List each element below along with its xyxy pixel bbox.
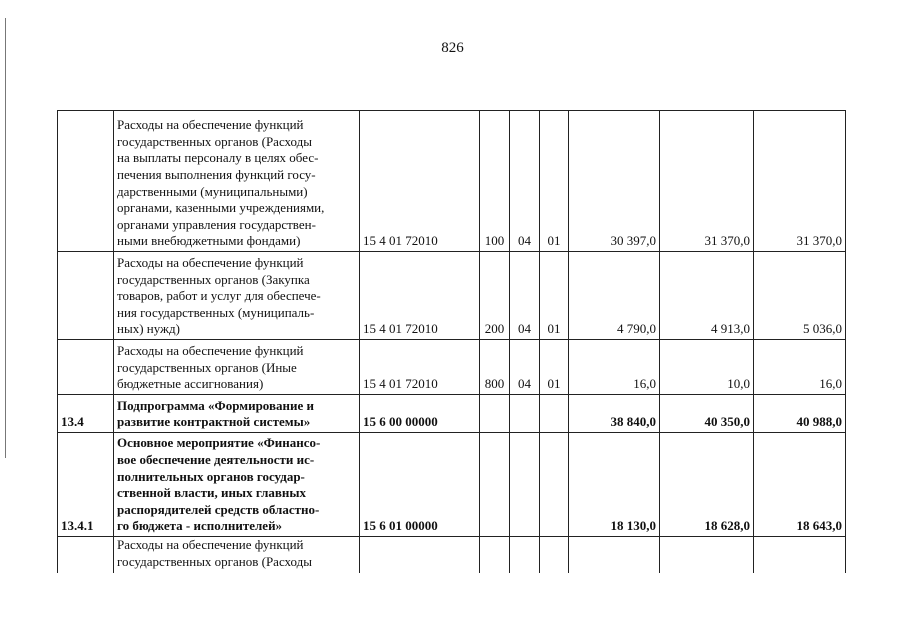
target-article-code: 15 6 01 00000 [360,433,480,537]
amount-year-1: 38 840,0 [569,395,660,433]
target-article-code [360,537,480,573]
expense-type-code: 200 [480,252,510,340]
amount-year-1 [569,537,660,573]
table-row [58,252,846,340]
section-code [510,395,540,433]
table-row-subprogram [58,395,846,433]
amount-year-3 [754,537,846,573]
section-code: 04 [510,252,540,340]
table-row [58,340,846,395]
row-number [58,537,114,573]
amount-year-2: 4 913,0 [660,252,754,340]
row-number [58,252,114,340]
row-number [58,111,114,252]
amount-year-2: 18 628,0 [660,433,754,537]
row-name: Подпрограмма «Формирование и развитие контрактной системы» [114,395,360,433]
row-name: Основное мероприятие «Финансо- вое обеспечение деятельности ис- полнительных органов государ- ственной власти, иных главных распорядителей средств областно- го бюджета - исполнителей» [114,433,360,537]
row-number: 13.4.1 [58,433,114,537]
expense-type-code [480,395,510,433]
expense-type-code [480,537,510,573]
subsection-code [540,537,569,573]
target-article-code: 15 6 00 00000 [360,395,480,433]
amount-year-1: 18 130,0 [569,433,660,537]
subsection-code: 01 [540,111,569,252]
amount-year-3: 40 988,0 [754,395,846,433]
subsection-code: 01 [540,252,569,340]
table-row-main-activity [58,433,846,537]
expense-type-code: 800 [480,340,510,395]
subsection-code: 01 [540,340,569,395]
amount-year-3: 18 643,0 [754,433,846,537]
section-code: 04 [510,111,540,252]
row-name: Расходы на обеспечение функций государственных органов (Расходы [114,537,360,573]
amount-year-3: 16,0 [754,340,846,395]
amount-year-2: 31 370,0 [660,111,754,252]
amount-year-2: 10,0 [660,340,754,395]
expense-type-code [480,433,510,537]
table-row [58,111,846,252]
row-name: Расходы на обеспечение функций государственных органов (Расходы на выплаты персоналу в целях обес- печения выполнения функций госу- дарственными (муниципальными) органами, казенными учреждениями, органами управления государствен- ными внебюджетными фондами) [114,111,360,252]
row-number [58,340,114,395]
amount-year-3: 31 370,0 [754,111,846,252]
row-name: Расходы на обеспечение функций государственных органов (Закупка товаров, работ и услуг для обеспече- ния государственных (муниципаль- ных) нужд) [114,252,360,340]
amount-year-3: 5 036,0 [754,252,846,340]
subsection-code [540,395,569,433]
target-article-code: 15 4 01 72010 [360,111,480,252]
amount-year-1: 16,0 [569,340,660,395]
section-code: 04 [510,340,540,395]
amount-year-1: 4 790,0 [569,252,660,340]
row-name: Расходы на обеспечение функций государственных органов (Иные бюджетные ассигнования) [114,340,360,395]
section-code [510,537,540,573]
page-number: 826 [441,40,464,56]
target-article-code: 15 4 01 72010 [360,252,480,340]
row-number: 13.4 [58,395,114,433]
section-code [510,433,540,537]
scan-edge-line [5,18,6,458]
amount-year-1: 30 397,0 [569,111,660,252]
expense-type-code: 100 [480,111,510,252]
target-article-code: 15 4 01 72010 [360,340,480,395]
budget-table [57,110,846,573]
table-row-continued [58,537,846,573]
subsection-code [540,433,569,537]
amount-year-2: 40 350,0 [660,395,754,433]
amount-year-2 [660,537,754,573]
